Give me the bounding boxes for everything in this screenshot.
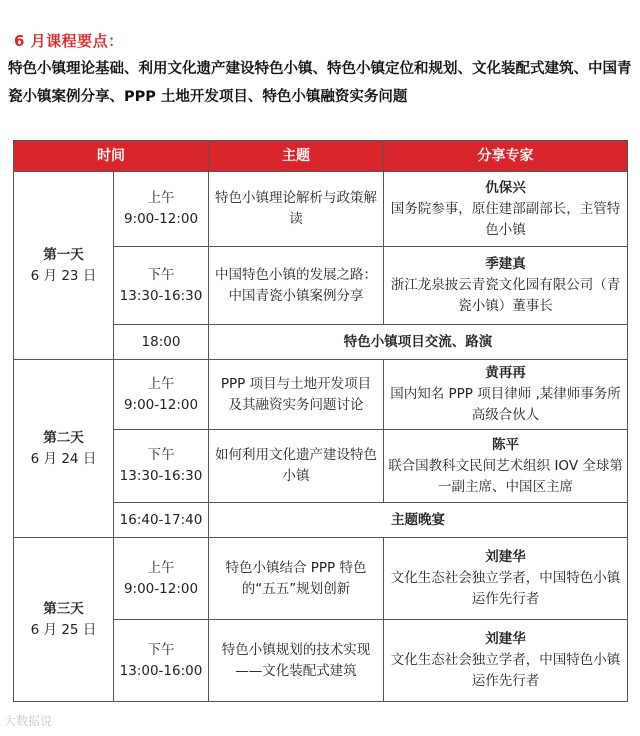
time-range: 13:30-16:30 — [119, 287, 203, 304]
watermark: 大数据说 — [4, 714, 53, 728]
expert-cell — [384, 538, 628, 620]
topic-cell: 特色小镇理论解析与政策解读 — [209, 172, 384, 247]
expert-title: 国务院参事，原住建部副部长，主管特色小镇 — [390, 200, 621, 238]
time-cell — [114, 360, 209, 430]
topic-cell: 特色小镇结合 PPP 特色的“五五”规划创新 — [209, 538, 384, 620]
table-row — [14, 172, 628, 247]
day-cell — [14, 360, 114, 538]
time-range: 9:00-12:00 — [123, 580, 199, 597]
event-time-cell: 16:40-17:40 — [114, 503, 209, 538]
day-date: 6 月 23 日 — [30, 267, 97, 284]
topic-cell: 特色小镇规划的技术实现——文化装配式建筑 — [209, 620, 384, 702]
expert-name: 仇保兴 — [485, 179, 526, 196]
expert-cell — [384, 360, 628, 430]
expert-cell — [384, 620, 628, 702]
expert-title: 文化生态社会独立学者，中国特色小镇运作先行者 — [390, 570, 621, 607]
table-row — [14, 360, 628, 430]
expert-title: 文化生态社会独立学者，中国特色小镇运作先行者 — [390, 652, 621, 689]
course-summary: 特色小镇理论基础、利用文化遗产建设特色小镇、特色小镇定位和规划、文化装配式建筑、中国青瓷小镇案例分享、PPP 土地开发项目、特色小镇融资实务问题 — [8, 61, 632, 105]
event-time-cell: 18:00 — [114, 325, 209, 360]
expert-cell — [384, 247, 628, 325]
expert-name: 刘建华 — [485, 631, 526, 647]
expert-name: 季建真 — [485, 256, 526, 272]
time-cell — [114, 247, 209, 325]
time-cell — [114, 538, 209, 620]
topic-cell: 中国特色小镇的发展之路：中国青瓷小镇案例分享 — [209, 247, 384, 325]
day-name: 第二天 — [43, 429, 84, 446]
period-label: 下午 — [147, 266, 175, 283]
header-topic: 主题 — [209, 141, 384, 172]
expert-title: 联合国教科文民间艺术组织 IOV 全球第一副主席、中国区主席 — [388, 457, 623, 495]
expert-title: 国内知名 PPP 项目律师 ,某律师事务所高级合伙人 — [390, 386, 621, 423]
time-range: 13:30-16:30 — [119, 468, 203, 484]
day-date: 6 月 25 日 — [30, 621, 97, 638]
period-label: 上午 — [147, 190, 175, 206]
period-label: 上午 — [147, 559, 175, 576]
topic-cell: 如何利用文化遗产建设特色小镇 — [209, 430, 384, 503]
day-name: 第一天 — [43, 246, 84, 263]
expert-name: 黄再再 — [485, 365, 526, 381]
period-label: 下午 — [147, 447, 175, 463]
day-cell — [14, 172, 114, 360]
table-row — [14, 538, 628, 620]
event-cell: 特色小镇项目交流、路演 — [209, 325, 628, 360]
schedule-table — [13, 140, 628, 702]
expert-title: 浙江龙泉披云青瓷文化园有限公司（青瓷小镇）董事长 — [390, 277, 621, 314]
table-header-row — [14, 141, 628, 172]
event-cell: 主题晚宴 — [209, 503, 628, 538]
expert-cell — [384, 430, 628, 503]
period-label: 下午 — [147, 641, 175, 658]
expert-name: 陈平 — [492, 436, 519, 453]
header-time: 时间 — [14, 141, 209, 172]
day-name: 第三天 — [43, 600, 84, 617]
section-heading: 6 月课程要点： — [14, 32, 124, 50]
expert-name: 刘建华 — [485, 549, 526, 565]
expert-cell — [384, 172, 628, 247]
topic-cell: PPP 项目与土地开发项目及其融资实务问题讨论 — [209, 360, 384, 430]
time-cell — [114, 172, 209, 247]
time-cell — [114, 430, 209, 503]
day-date: 6 月 24 日 — [30, 450, 97, 467]
time-range: 9:00-12:00 — [123, 396, 199, 413]
period-label: 上午 — [147, 375, 175, 392]
day-cell — [14, 538, 114, 702]
time-range: 13:00-16:00 — [119, 662, 203, 679]
time-cell — [114, 620, 209, 702]
time-range: 9:00-12:00 — [123, 211, 199, 227]
header-expert: 分享专家 — [384, 141, 628, 172]
